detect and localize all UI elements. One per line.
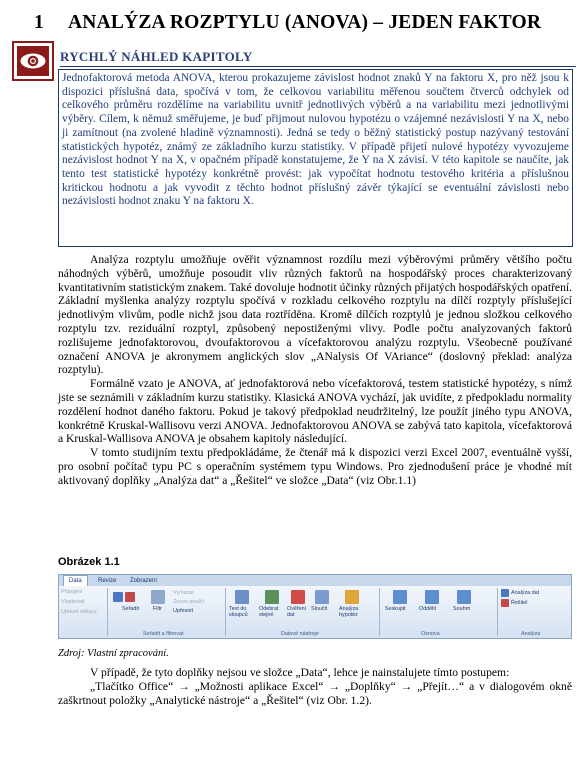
data-validation-label: Ověření dat: [287, 606, 307, 618]
data-validation-icon: [291, 590, 305, 604]
remove-duplicates-label: Odebrat stejné: [259, 606, 279, 618]
sort-icon: [125, 592, 135, 602]
ungroup-icon: [425, 590, 439, 604]
sort-az-icon: [113, 592, 123, 602]
filter-icon: [151, 590, 165, 604]
filter-label: Filtr: [153, 606, 162, 612]
ungroup-label: Oddělit: [419, 606, 437, 612]
consolidate-icon: [315, 590, 329, 604]
tab-zobrazeni: Zobrazení: [130, 578, 158, 584]
connections-item: Připojení: [61, 589, 83, 595]
text-to-columns-icon: [235, 590, 249, 604]
paragraph: „Tlačítko Office“ → „Možnosti aplikace Excel“ → „Doplňky“ → „Přejít…“ a v dialogovém okně zaškrtnout položky „Analytické nástroje“ a „Řešitel“ (viz Obr. 1.2).: [58, 679, 572, 707]
edit-links-item: Upravit odkazy: [61, 609, 97, 615]
summary-box-title: RYCHLÝ NÁHLED KAPITOLY: [60, 48, 576, 67]
paragraph: Formálně vzato je ANOVA, ať jednofaktorová nebo vícefaktorová, testem statistické hypotézy, s nímž jste se seznámili v základním kurzu statistiky. Klasická ANOVA vychází, jak uvidíte, z předpokladu normality rozdělení hodnot daného faktoru. Pokud je takový předpoklad neudržitelný, lze použít jiného typu ANOVA, konkrétně Kruskal-Wallisovu verzi ANOVA. Jednofaktorovou ANOVA se zabývá tato kapitola, vícefaktorová a Kruskal-Wallisova ANOVA je obsahem kapitoly následující.: [58, 377, 572, 446]
subtotal-icon: [457, 590, 471, 604]
what-if-analysis-label: Analýza hypotéz: [339, 606, 359, 618]
ribbon-body: [59, 586, 571, 638]
data-analysis-label: Analýza dat: [511, 590, 540, 596]
data-analysis-icon: [501, 589, 509, 597]
group-outline: Osnova: [421, 631, 440, 637]
remove-duplicates-icon: [265, 590, 279, 604]
ribbon-tabs: [59, 575, 571, 586]
tab-revize: Revize: [98, 578, 117, 584]
paragraph: V případě, že tyto doplňky nejsou ve složce „Data“, lehce je nainstalujete tímto postupem:: [90, 666, 510, 679]
installation-text: [58, 666, 572, 707]
excel-ribbon-screenshot: [58, 574, 572, 639]
chapter-summary: Jednofaktorová metoda ANOVA, kterou prokazujeme závislost hodnot znaků Y na faktoru X, pro něž jsou k dispozici příslušná data, spočívá v tom, že celkovou variabilitu měřenou součtem čtverců odchylek od celkového průměru rozdělíme na variabilitu uvnitř jednotlivých výběrů a na variabilitu mezi jednotlivými výběry. Cílem, k němuž směřujeme, je buď přijmout nulovou hypotézu o vzájemné nezávislosti Y na X, nebo ji zamítnout (na zvolené hladině významnosti). Jedná se tedy o běžný statistický postup nazývaný testování statistických hypotéz, známý ze základního kurzu statistiky. V případě přijetí nulové hypotézy vyvozujeme nezávislost hodnot Y na X, v opačném případě konstatujeme, že Y na X závisí. V této kapitole se naučíte, jak tento test statistické hypotézy konkrétně provést: jak vypočítat hodnotu testového kritéria a příslušnou kritickou hodnotu a jak vyvodit z těchto hodnot příslušný závěr týkající se eventuální závislosti nebo nezávislosti hodnot znaku Y na faktoru X.: [58, 69, 573, 247]
paragraph: Analýza rozptylu umožňuje ověřit významnost rozdílu mezi výběrovými průměry většího počtu náhodných výběrů, umožňuje posoudit vliv různých faktorů na hospodářský proces charakterizovaný kvantitativním statistickým znakem. Také dovoluje hodnotit účinky různých přijatých hospodářských opatření. Základní myšlenka analýzy rozptylu spočívá v rozkladu celkového rozptylu na dílčí rozptyly příslušející jednotlivým vlivům, podle nichž jsou data roztříděna. Kromě dílčích rozptylů je jednou složkou celkového rozptylu tzv. reziduální rozptyl, způsobený nepostiženými vlivy. Podle počtu analyzovaných faktorů rozlišujeme jednofaktorovou, dvoufaktorovou a vícefaktorovou analýzu rozptylu. Všeobecně používané označení ANOVA je akronymem anglických slov „ANalysis Of VAriance“ (doslovný překlad: analýza rozptylu).: [58, 253, 572, 377]
tab-data: Data: [63, 575, 88, 587]
main-text: [58, 253, 572, 488]
clear-label: Vymazat: [173, 590, 194, 596]
figure-caption: Obrázek 1.1: [58, 556, 120, 568]
properties-item: Vlastnosti: [61, 599, 85, 605]
solver-label: Řešitel: [511, 600, 528, 606]
group-icon: [393, 590, 407, 604]
text-to-columns-label: Text do sloupců: [229, 606, 248, 618]
group-data-tools: Datové nástroje: [281, 631, 319, 637]
group-sort-filter: Seřadit a filtrovat: [143, 631, 184, 637]
chapter-heading: [34, 12, 541, 34]
chapter-number: 1: [34, 12, 44, 33]
solver-icon: [501, 599, 509, 607]
figure-source: Zdroj: Vlastní zpracování.: [58, 648, 169, 659]
paragraph: V tomto studijním textu předpokládáme, že čtenář má k dispozici verzi Excel 2007, eventuálně vyšší, pro osobní počítač typu PC s operačním systémem typu Windows. Pro zjednodušení práce je vhodné mít aktivovaný doplňky „Analýza dat“ a „Řešitel“ ve složce „Data“ (viz Obr.1.1): [58, 446, 572, 487]
subtotal-label: Souhrn: [453, 606, 471, 612]
reapply-label: Znovu použít: [173, 599, 205, 605]
eye-icon: [12, 41, 54, 81]
consolidate-label: Sloučit: [311, 606, 328, 612]
chapter-title: ANALÝZA ROZPTYLU (ANOVA) – JEDEN FAKTOR: [68, 12, 542, 33]
group-analysis: Analýza: [521, 631, 541, 637]
advanced-label: Upřesnit: [173, 608, 194, 614]
group-label: Seskupit: [385, 606, 406, 612]
sort-label: Seřadit: [122, 606, 140, 612]
what-if-analysis-icon: [345, 590, 359, 604]
